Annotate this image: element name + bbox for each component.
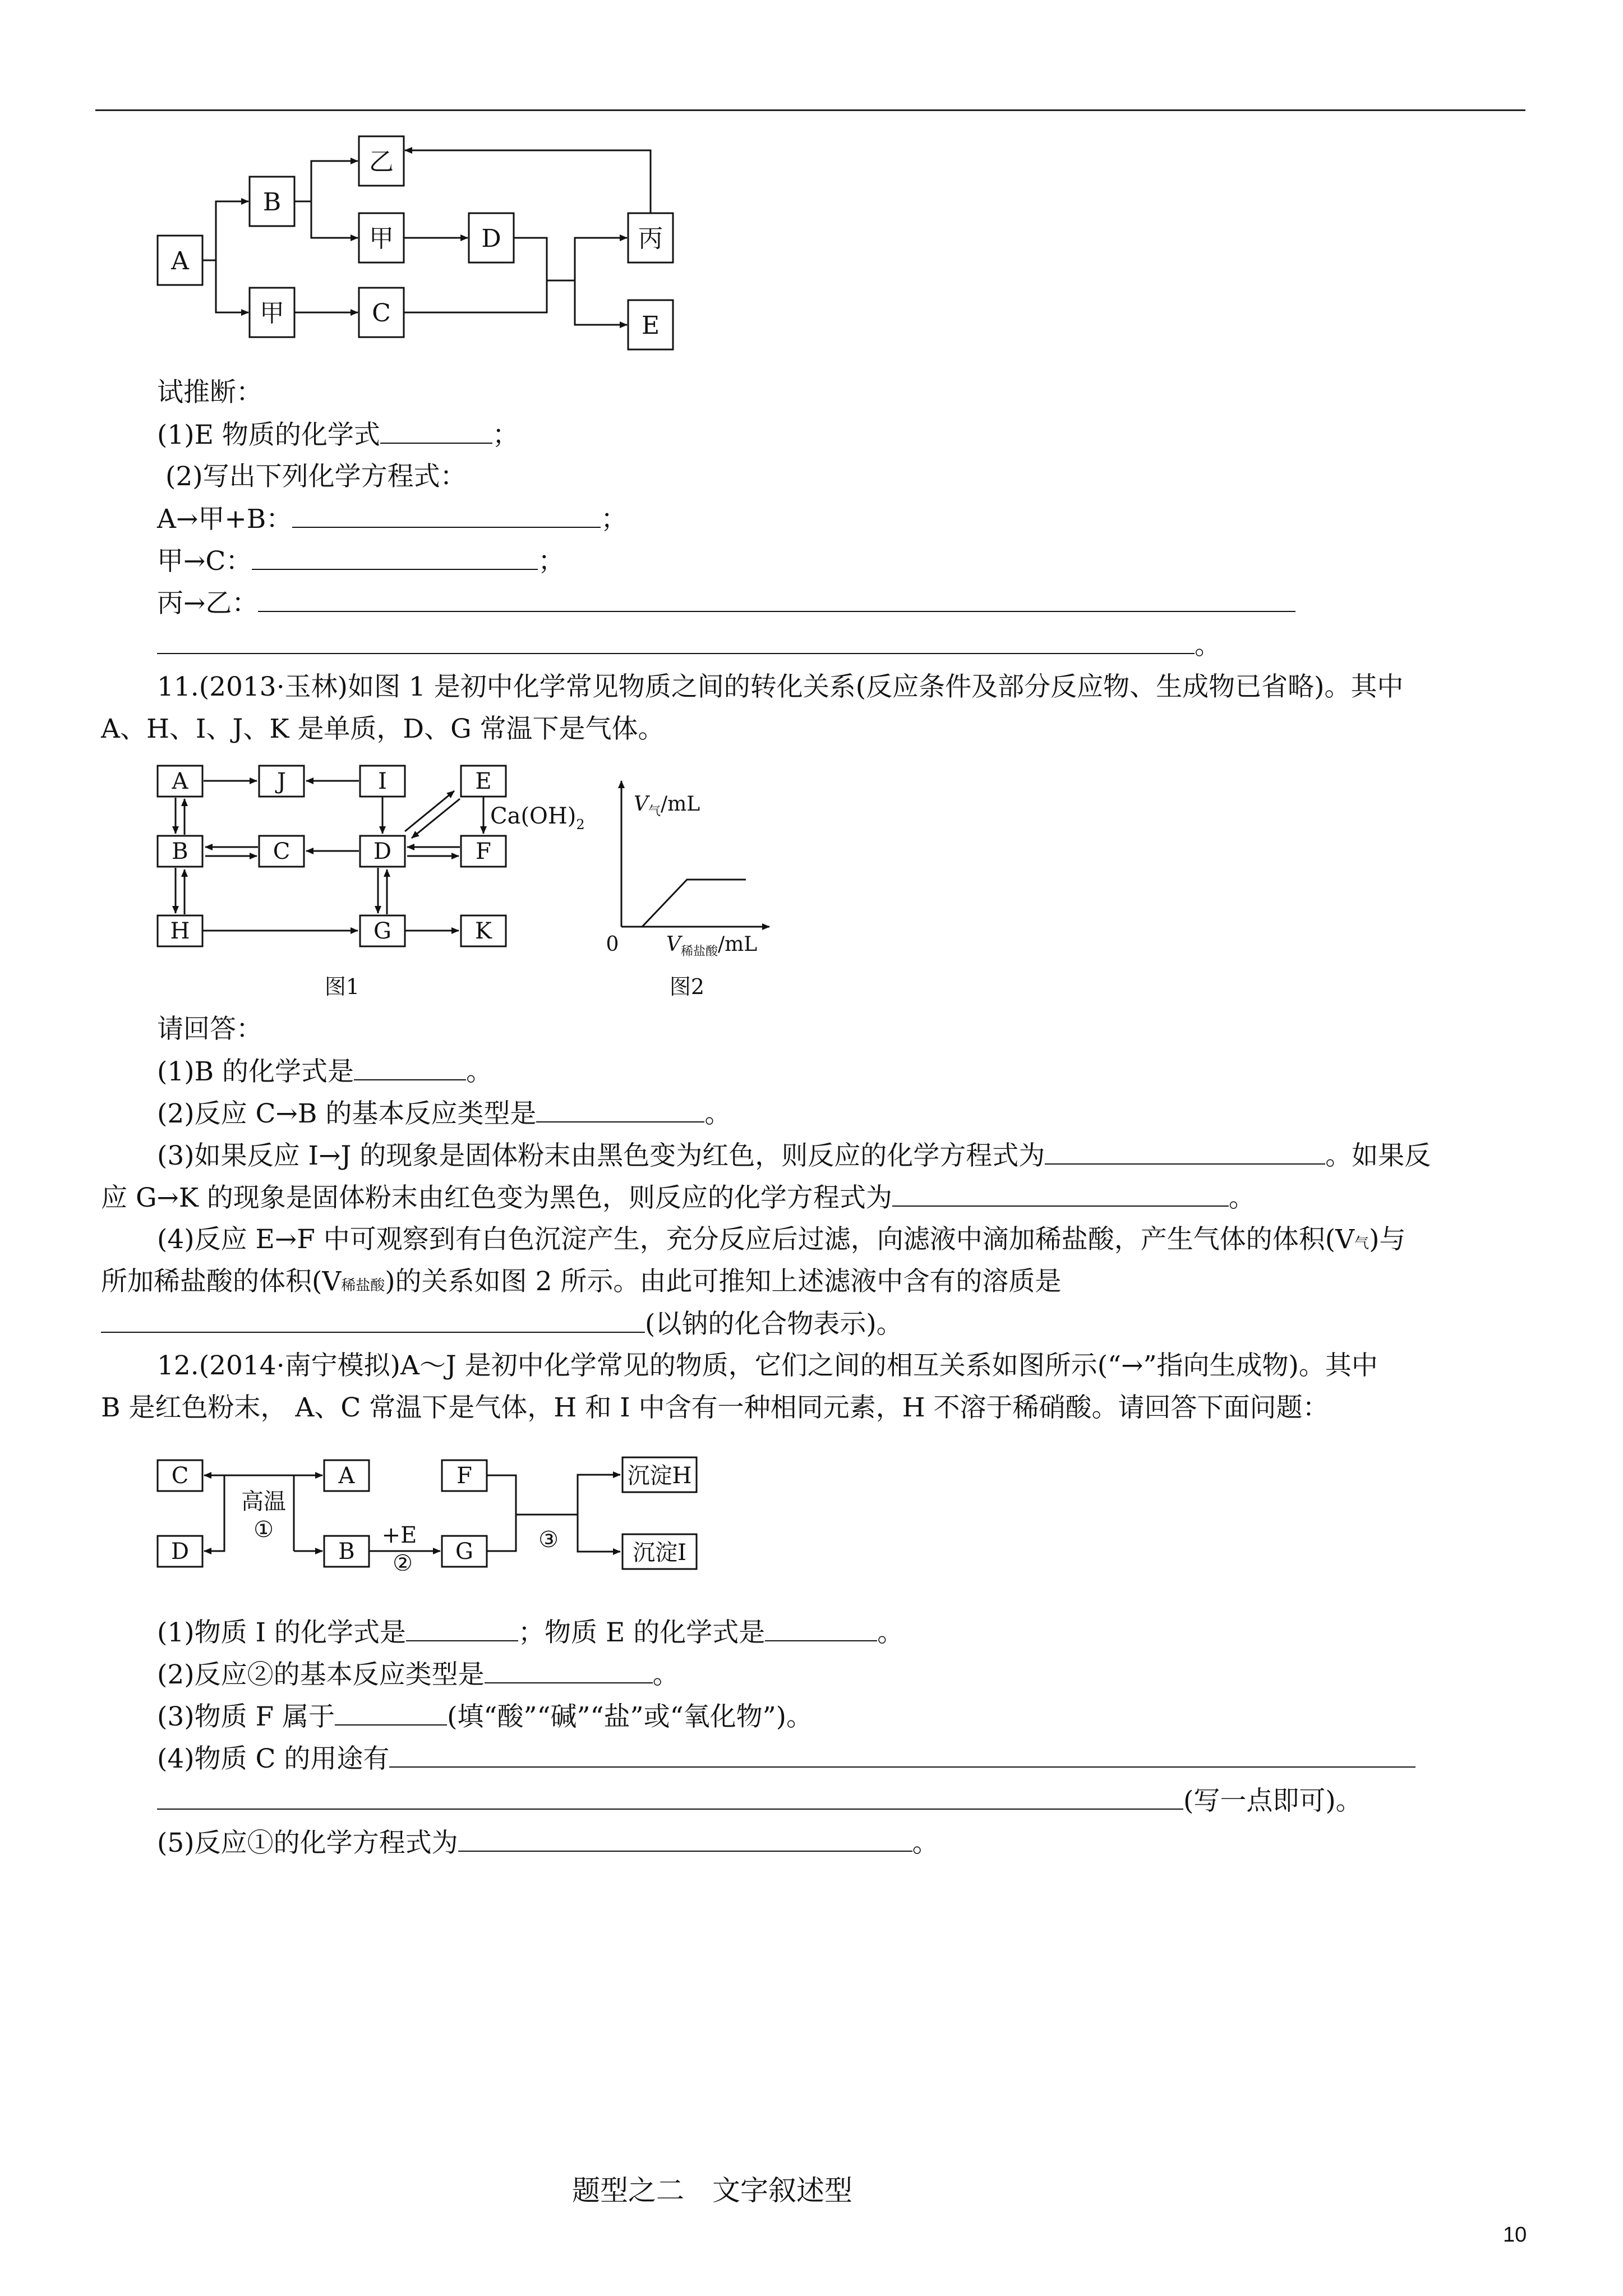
q11-answer3b bbox=[101, 1181, 1255, 1215]
answer-blank bbox=[406, 1616, 518, 1641]
answer-blank bbox=[101, 1307, 645, 1333]
q12-source: (2014·南宁模拟) bbox=[199, 1350, 400, 1381]
q12-answer5 bbox=[157, 1826, 939, 1860]
q12-stem-line2: B 是红色粉末， A、C 常温下是气体，H 和 I 中含有一种相同元素，H 不溶于稀硝酸。请回答下面问题： bbox=[101, 1392, 1329, 1423]
answer-blank bbox=[892, 1181, 1229, 1207]
answer-blank bbox=[292, 502, 601, 528]
q11-a4c-rest: (以钠的化合物表示)。 bbox=[645, 1309, 903, 1340]
q11-a4b-text: 所加稀盐酸的体积(V bbox=[101, 1266, 342, 1297]
q12-figure bbox=[146, 1447, 718, 1571]
answer-blank bbox=[389, 1742, 1415, 1768]
fig2-xlabel: $V_{稀盐酸}/mL$ bbox=[666, 933, 758, 959]
label-bing: 丙 bbox=[638, 224, 663, 253]
q11-a3b-text: 应 G→K 的现象是固体粉末由红色变为黑色，则反应的化学方程式为 bbox=[101, 1182, 892, 1213]
label-E: E bbox=[641, 311, 660, 340]
answer-blank bbox=[380, 418, 492, 444]
q10-eq2 bbox=[157, 544, 564, 578]
q11-answer4b bbox=[101, 1265, 1061, 1303]
answer-blank bbox=[354, 1055, 466, 1080]
fig1-label-G: G bbox=[374, 918, 391, 944]
q10-part1 bbox=[157, 418, 519, 452]
q11-answer2 bbox=[157, 1097, 731, 1131]
punct: 。 bbox=[652, 1659, 679, 1690]
fig1-label-E: E bbox=[475, 769, 492, 794]
q12-label-G: G bbox=[455, 1539, 473, 1565]
label-B: B bbox=[262, 188, 282, 217]
q12-label-F: F bbox=[457, 1463, 472, 1489]
q10-eq1 bbox=[157, 502, 627, 536]
q12-cond1: 高温 bbox=[241, 1489, 286, 1515]
q10-eq2-text: 甲→C： bbox=[157, 546, 252, 577]
q12-a1-mid: ；物质 E 的化学式是 bbox=[518, 1617, 766, 1648]
q11-answer1 bbox=[157, 1055, 492, 1089]
fig2-curve bbox=[642, 880, 746, 927]
q11-stem-line2: A、H、I、J、K 是单质，D、G 常温下是气体。 bbox=[101, 714, 665, 744]
fig1-label-I: I bbox=[378, 769, 387, 794]
q11-prompt: 请回答： bbox=[157, 1014, 262, 1045]
q11-stem-line1 bbox=[157, 670, 1403, 704]
q12-num2: ② bbox=[393, 1550, 413, 1571]
page-number: 10 bbox=[1503, 2223, 1527, 2247]
answer-blank bbox=[1045, 1139, 1325, 1165]
answer-blank bbox=[458, 1826, 912, 1852]
q12-answer3 bbox=[157, 1700, 813, 1734]
label-D: D bbox=[481, 224, 501, 253]
q12-stem-line1 bbox=[157, 1349, 1378, 1383]
fig1-label-B: B bbox=[172, 839, 188, 864]
punct: ； bbox=[492, 420, 519, 450]
q12-label-D: D bbox=[170, 1539, 190, 1565]
q12-cond2: +E bbox=[381, 1522, 417, 1548]
q12-label-I: 沉淀I bbox=[633, 1540, 686, 1566]
q12-num1: ① bbox=[253, 1517, 274, 1543]
fig2-ylabel: $V_气/mL$ bbox=[634, 793, 700, 818]
header-rule bbox=[95, 109, 1525, 111]
q11-a3a-text: (3)如果反应 I→J 的现象是固体粉末由黑色变为红色，则反应的化学方程式为 bbox=[157, 1140, 1045, 1171]
label-jia1: 甲 bbox=[369, 224, 394, 253]
fig1-caption: 图1 bbox=[324, 974, 360, 999]
answer-blank bbox=[157, 1784, 1183, 1810]
q11-a4a-text: (4)反应 E→F 中可观察到有白色沉淀产生，充分反应后过滤，向滤液中滴加稀盐酸，产生气体的体积(V bbox=[157, 1224, 1355, 1255]
q12-a4-rest: (写一点即可)。 bbox=[1183, 1786, 1362, 1816]
section-heading: 题型之二 文字叙述型 bbox=[572, 2174, 852, 2207]
q12-answer4-cont bbox=[157, 1784, 1362, 1818]
q12-a1-text: (1)物质 I 的化学式是 bbox=[157, 1617, 407, 1648]
label-C: C bbox=[372, 299, 391, 328]
q12-label-H: 沉淀H bbox=[627, 1463, 692, 1489]
transformation-diagram-top bbox=[143, 123, 681, 359]
q12-label-A: A bbox=[338, 1463, 355, 1489]
q11-stem1: 如图 1 是初中化学常见物质之间的转化关系(反应条件及部分反应物、生成物已省略)。其中 bbox=[347, 671, 1404, 702]
q12-label-B: B bbox=[338, 1539, 355, 1565]
answer-blank bbox=[157, 628, 1195, 654]
answer-blank bbox=[258, 586, 1295, 612]
answer-blank bbox=[536, 1097, 704, 1122]
q11-number: 11. bbox=[157, 671, 199, 702]
punct: 。 bbox=[912, 1828, 939, 1858]
answer-blank bbox=[252, 544, 538, 570]
punct: 。 bbox=[466, 1056, 493, 1087]
q12-a3-text: (3)物质 F 属于 bbox=[157, 1701, 335, 1732]
q11-a1-text: (1)B 的化学式是 bbox=[157, 1056, 354, 1087]
fig1-label-F: F bbox=[476, 839, 491, 864]
q11-answer4a bbox=[157, 1223, 1405, 1260]
q10-eq3-cont bbox=[157, 628, 1221, 662]
q11-source: (2013·玉林) bbox=[199, 671, 348, 702]
fig1-label-C: C bbox=[273, 839, 291, 864]
q10-eq1-text: A→甲+B： bbox=[157, 504, 293, 535]
q12-label-C: C bbox=[171, 1463, 189, 1489]
q11-a2-text: (2)反应 C→B 的基本反应类型是 bbox=[157, 1098, 537, 1129]
q12-a3-rest: (填“酸”“碱”“盐”或“氧化物”)。 bbox=[447, 1701, 813, 1732]
punct: ； bbox=[601, 504, 628, 535]
punct: 。 bbox=[704, 1098, 731, 1129]
q12-answer4 bbox=[157, 1742, 1415, 1776]
q11-answer4c bbox=[101, 1307, 903, 1341]
q12-num3: ③ bbox=[538, 1527, 559, 1553]
q10-lead: 试推断： bbox=[157, 377, 262, 408]
fig1-label-H: H bbox=[170, 918, 190, 944]
fig1-label-D: D bbox=[373, 839, 392, 864]
q10-part2: (2)写出下列化学方程式： bbox=[165, 461, 467, 492]
fig1-label-J: J bbox=[276, 769, 287, 794]
q12-number: 12. bbox=[157, 1350, 199, 1381]
label-A: A bbox=[171, 247, 189, 275]
q12-a2-text: (2)反应②的基本反应类型是 bbox=[157, 1659, 485, 1690]
q12-a5-text: (5)反应①的化学方程式为 bbox=[157, 1828, 458, 1858]
subscript: 稀盐酸 bbox=[341, 1277, 385, 1294]
q11-figures bbox=[146, 754, 785, 1007]
punct: 。 bbox=[1228, 1182, 1255, 1213]
subscript: 气 bbox=[1354, 1235, 1370, 1252]
q12-answer1 bbox=[157, 1616, 903, 1650]
punct: 。 bbox=[1195, 630, 1221, 661]
q10-part1-text: (1)E 物质的化学式 bbox=[157, 420, 380, 450]
fig1-label-K: K bbox=[475, 918, 492, 944]
answer-blank bbox=[765, 1616, 877, 1641]
fig1-label-A: A bbox=[172, 769, 188, 794]
q10-eq3-text: 丙→乙： bbox=[157, 588, 259, 619]
q12-answer2 bbox=[157, 1658, 679, 1692]
q11-answer3a bbox=[157, 1139, 1431, 1173]
fig2-caption: 图2 bbox=[669, 974, 705, 999]
punct: 。如果反 bbox=[1325, 1140, 1431, 1171]
punct: )与 bbox=[1369, 1224, 1406, 1255]
fig2-origin: 0 bbox=[606, 933, 619, 956]
q10-eq3 bbox=[157, 586, 1295, 620]
q12-a4-text: (4)物质 C 的用途有 bbox=[157, 1743, 390, 1774]
punct: 。 bbox=[877, 1617, 904, 1648]
q12-stem1: A～J 是初中化学常见的物质，它们之间的相互关系如图所示(“→”指向生成物)。其中 bbox=[400, 1350, 1378, 1381]
answer-blank bbox=[485, 1658, 653, 1683]
answer-blank bbox=[335, 1700, 447, 1726]
fig1-reagent: $Ca(OH)_2$ bbox=[490, 803, 585, 832]
label-yi: 乙 bbox=[369, 148, 394, 176]
label-jia2: 甲 bbox=[260, 299, 284, 328]
q11-a4b-rest: )的关系如图 2 所示。由此可推知上述滤液中含有的溶质是 bbox=[385, 1266, 1062, 1297]
punct: ； bbox=[538, 546, 565, 577]
